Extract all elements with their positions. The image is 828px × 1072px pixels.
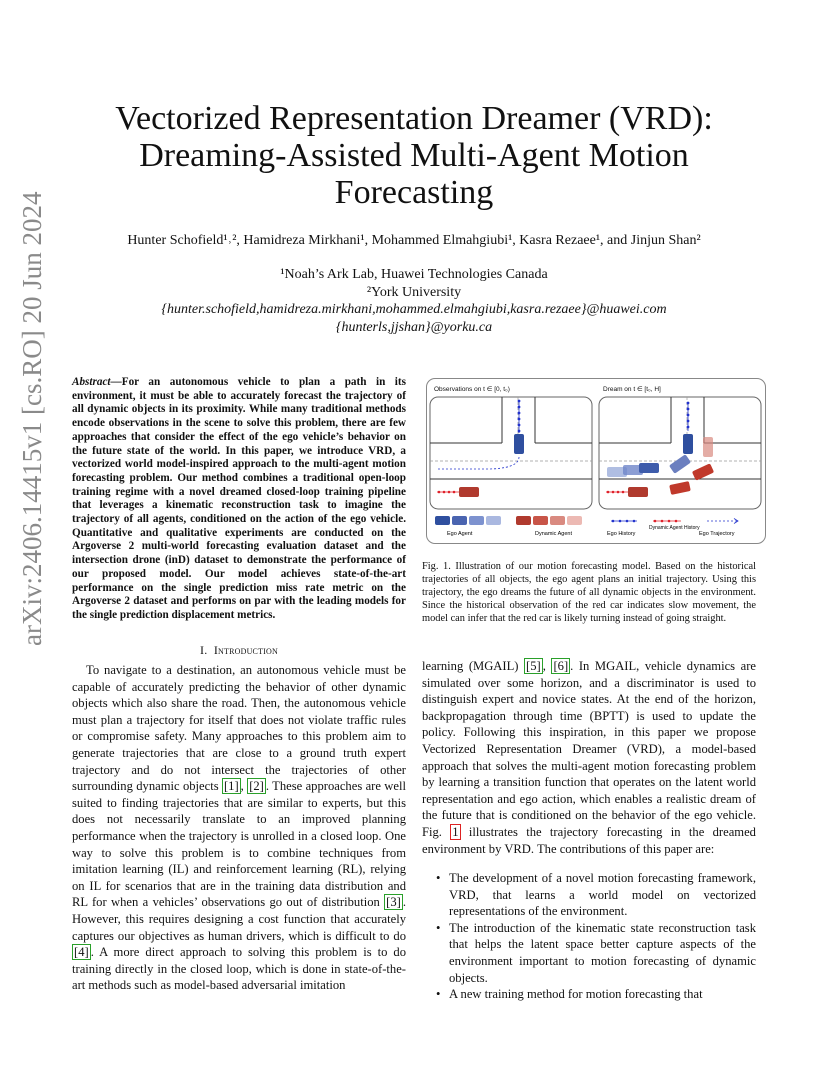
legend-dynamic-agent: Dynamic Agent	[535, 531, 572, 537]
contribution-item: • A new training method for motion forecasting that	[422, 986, 756, 1003]
figure-1	[426, 378, 766, 544]
email-yorku: {hunterls,jjshan}@yorku.ca	[335, 319, 493, 335]
legend-ego-history: Ego History	[607, 531, 636, 537]
affiliation-2: ²York University	[366, 284, 462, 300]
citation-link[interactable]: [2]	[249, 779, 264, 794]
figure-legend	[435, 516, 738, 537]
figure-1-caption: Fig. 1. Illustration of our motion forecasting model. Based on the historical trajectories of all objects, the ego agent plans an initial trajectory. Using this trajectory, the ego dreams the future of all dynamic objects in the environment. Since the historical observation of the red car indicates slow movement, the model can infer that the red car is likely turning instead of going straight.	[422, 561, 756, 624]
email-huawei: {hunter.schofield,hamidreza.mirkhani,mohammed.elmahgiubi,kasra.rezaee}@huawei.com	[161, 302, 667, 317]
intro-paragraph-right	[422, 658, 756, 857]
contribution-list	[422, 870, 756, 1003]
author-list: Hunter Schofield¹˒², Hamidreza Mirkhani¹, Mohammed Elmahgiubi¹, Kasra Rezaee¹, and Jinjun Shan²	[127, 233, 701, 248]
text-run: ,	[542, 659, 552, 673]
panel-left-title: Observations on t ∈ [0, t₀)	[434, 386, 510, 393]
dynamic-car-dream	[628, 487, 648, 497]
text-run: To navigate to a destination, an autonomous vehicle must be capable of accurately predicting the behavior of other dynamic objects which also share the road. Then, the autonomous vehicle must plan a trajectory for itself that does not violate traffic rules or compromise safety. Many approaches to this problem aim to generate trajectories that are close to a ground truth expert trajectory and do not intersect the trajectories of other surrounding dynamic objects	[72, 663, 406, 794]
affiliation-1: ¹Noah’s Ark Lab, Huawei Technologies Canada	[280, 267, 548, 282]
citation-link[interactable]: [6]	[553, 659, 569, 673]
affiliations	[60, 266, 768, 336]
figure-reference-link[interactable]: 1	[452, 824, 459, 839]
legend-dynamic-agent-history: Dynamic Agent History	[649, 525, 700, 531]
ego-car-dream	[683, 434, 693, 454]
citation-link[interactable]: [4]	[74, 945, 89, 960]
panel-right-title: Dream on t ∈ [t₀, H]	[603, 386, 661, 393]
text-run: . These approaches are well suited to finding trajectories that are similar to experts, but this does not necessarily translate to an improved planning performance when the trajectory is unrolled in a closed loop. One way to solve this problem is to combine techniques from imitation learning (IL) and reinforcement learning (RL), relying on IL for scenarios that are in the training data distribution and RL for when a vehicles’ observations go out of distribution	[72, 779, 406, 910]
text-run: ,	[240, 779, 248, 794]
legend-ego-agent: Ego Agent	[447, 531, 473, 537]
dynamic-car	[459, 487, 479, 497]
legend-ego-trajectory: Ego Trajectory	[699, 531, 735, 537]
abstract	[72, 376, 406, 623]
abstract-label: Abstract	[72, 376, 111, 388]
text-run: illustrates the trajectory forecasting in the dreamed environment by VRD. The contributions of this paper are:	[422, 824, 756, 856]
arxiv-stamp: arXiv:2406.14415v1 [cs.RO] 20 Jun 2024	[17, 191, 47, 646]
contribution-item: • The introduction of the kinematic state reconstruction task that helps the latent space better capture aspects of the environment important to motion forecasting of dynamic objects.	[422, 920, 756, 986]
text-run: . In MGAIL, vehicle dynamics are simulated over some horizon, and a discriminator is used to distinguish expert and novice states. At the end of the horizon, backpropagation through time (BPTT) is used to update the policy. Following this inspiration, in this paper we propose Vectorized Representation Dreamer (VRD), a model-based approach that solves the multi-agent motion forecasting problem by learning a transition function that operates on the latent world representation and ego action, which enables a realistic dream of the future that is conditioned on the behavior of the ego vehicle. Fig.	[422, 659, 756, 839]
citation-link[interactable]: [1]	[223, 779, 239, 794]
abstract-text: —For an autonomous vehicle to plan a path in its environment, it must be able to accurately forecast the trajectory of all dynamic objects in its proximity. While many traditional methods encode observations in the scene to solve this problem, there are few approaches that consider the effect of the ego vehicle’s behavior on the future state of the world. In this paper, we introduce VRD, a vectorized world model-inspired approach to the multi-agent motion forecasting problem. Our method combines a traditional open-loop training regime with a novel dreamed closed-loop training pipeline that leverages a kinematic reconstruction task to imagine the trajectory of all agents, conditioned on the action of the ego vehicle. Quantitative and qualitative experiments are conducted on the Argoverse 2 multi-world forecasting evaluation dataset and the intersection drone (inD) dataset to demonstrate the performance of our proposed model. Our model achieves state-of-the-art performance on the single prediction miss rate metric on the Argoverse 2 dataset and performs on par with the leading models for the single prediction displacement metrics.	[72, 376, 406, 621]
text-run: . A more direct approach to solving this problem is to do training directly in the closed loop, which is done in state-of-the-art methods such as model-based adversarial imitation	[72, 945, 406, 993]
ego-car	[514, 434, 524, 454]
section-heading: I. Introduction	[200, 643, 278, 657]
text-run: learning (MGAIL)	[422, 659, 525, 673]
text-run: . However, this requires designing a cost function that accurately captures our objectives as human drivers, which is difficult to do	[72, 895, 406, 943]
citation-link[interactable]: [5]	[526, 659, 541, 673]
paper-title: Vectorized Representation Dreamer (VRD): Dreaming-Assisted Multi-Agent Motion Forecasting	[115, 100, 713, 211]
citation-link[interactable]: [3]	[386, 895, 401, 910]
figure-1-illustration	[427, 379, 765, 543]
contribution-item: • The development of a novel motion forecasting framework, VRD, that learns a world model on vectorized representations of the environment.	[422, 870, 756, 920]
intro-paragraph-left	[72, 662, 406, 994]
